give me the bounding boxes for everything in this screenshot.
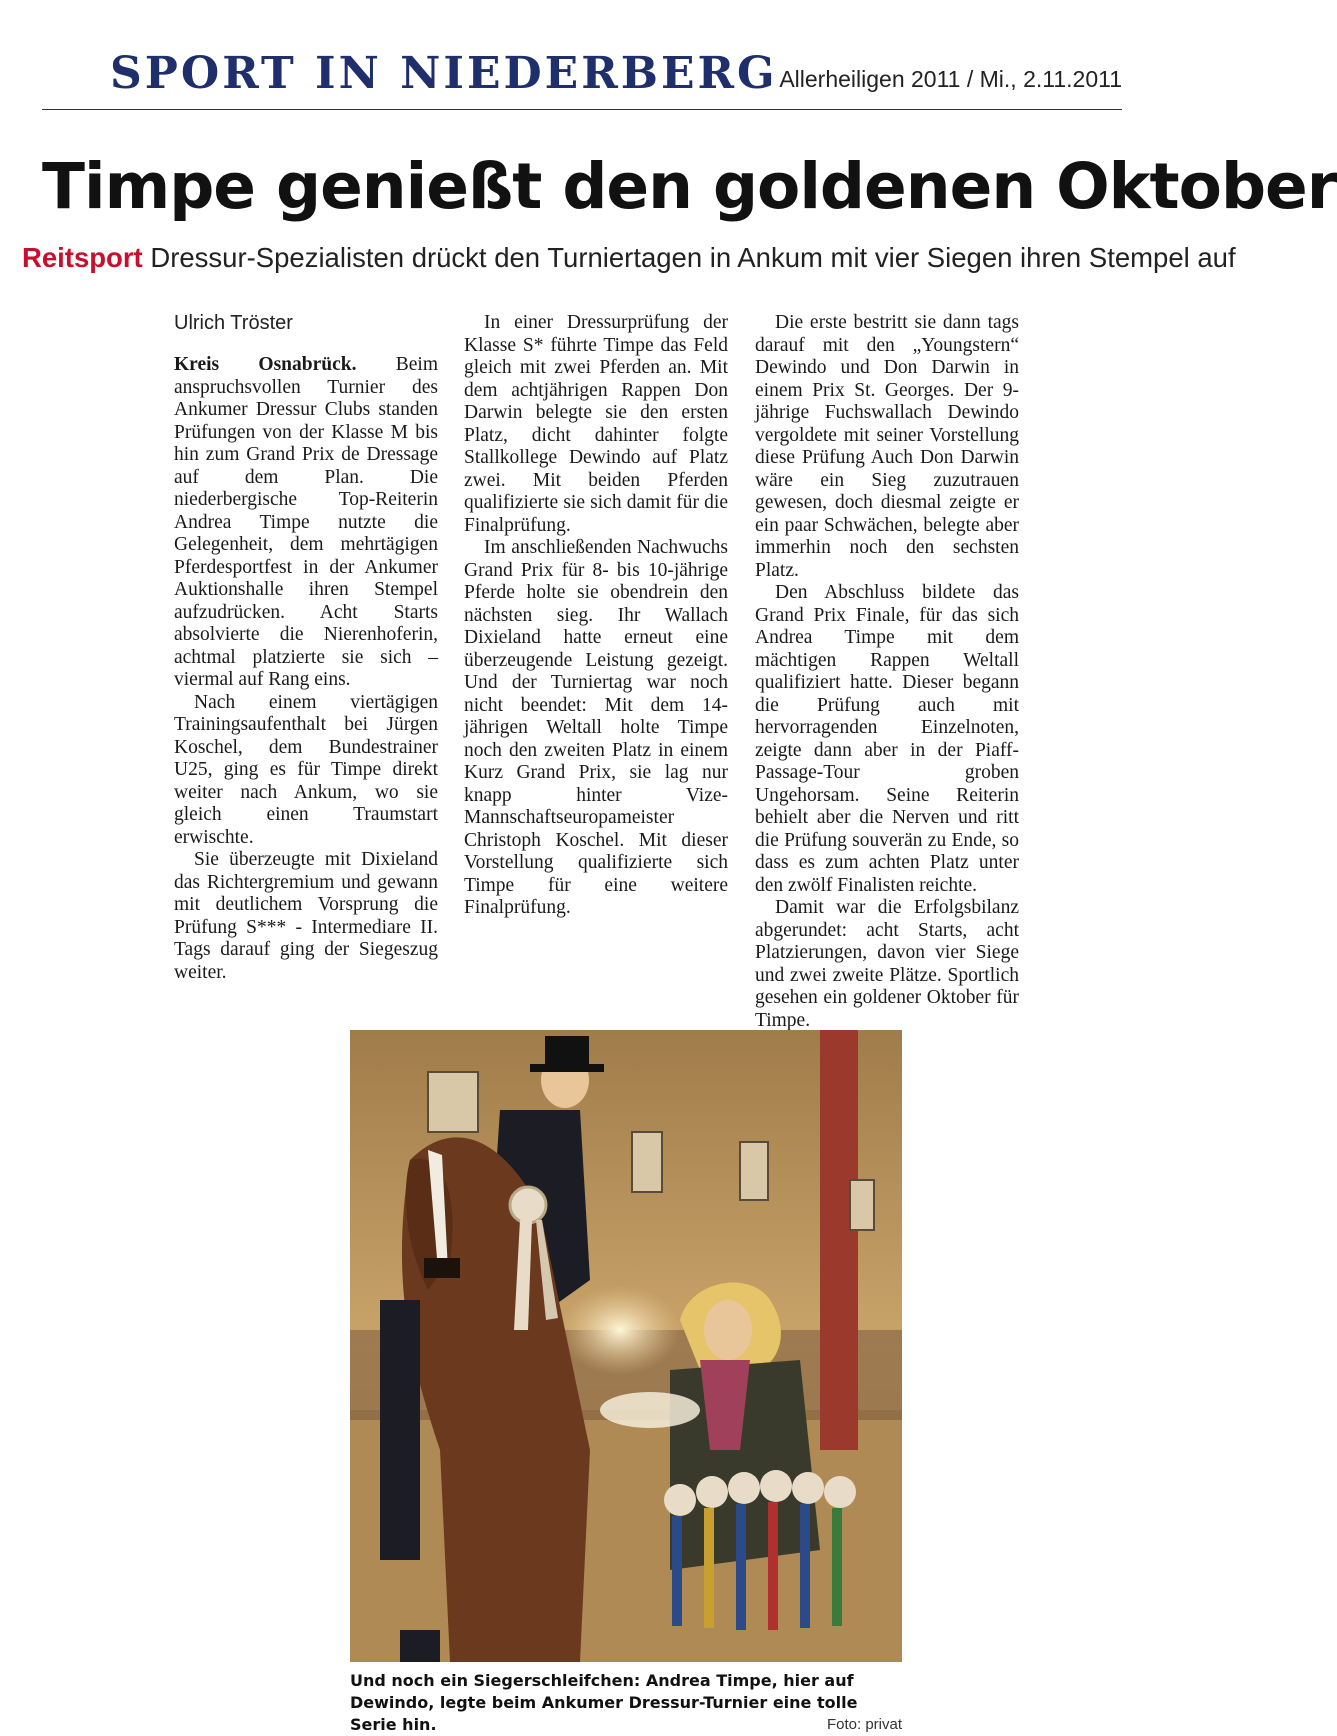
article-photo (350, 1030, 902, 1662)
masthead: SPORT IN NIEDERBERG (110, 48, 778, 99)
byline: Ulrich Tröster (174, 312, 293, 334)
article-paragraph: In einer Dressurprüfung der Klasse S* führte Timpe das Feld gleich mit zwei Pferden an. Mit dem achtjährigen Rappen Don Darwin belegte sie den ersten Platz, dicht dahinter folgte Stallkollege Dewindo auf Platz zwei. Mit beiden Pferden qualifizierte sie sich damit für die Finalprüfung. (464, 312, 728, 536)
article-paragraph: Sie überzeugte mit Dixieland das Richtergremium und gewann mit deutlichem Vorsprung die Prüfung S*** - Intermediare II. Tags darauf ging der Siegeszug weiter. (174, 849, 438, 983)
rider-boot (400, 1630, 440, 1662)
kicker: Reitsport (22, 242, 143, 273)
wall-picture (428, 1072, 478, 1132)
article-paragraph: Damit war die Erfolgsbilanz abgerundet: acht Starts, acht Platzierungen, davon vier Siege und zwei zweite Plätze. Sportlich gesehen ein goldener Oktober für Timpe. (755, 897, 1019, 1031)
headline: Timpe genießt den goldenen Oktober (42, 150, 1337, 223)
flash-glare (560, 1285, 680, 1375)
red-pillar (820, 1030, 858, 1450)
photo-credit: Foto: privat (826, 1716, 902, 1733)
gift-basket (600, 1392, 700, 1428)
arena-floor (350, 1410, 902, 1662)
dateline: Allerheiligen 2011 / Mi., 2.11.2011 (779, 66, 1122, 92)
wall-picture (850, 1180, 874, 1230)
wall-picture (632, 1132, 662, 1192)
article-paragraph: Die erste bestritt sie dann tags darauf mit den „Youngstern“ Dewindo und Don Darwin in einem Prix St. Georges. Der 9-jährige Fuchswallach Dewindo vergoldete mit seiner Vorstellung diese Prüfung Auch Don Darwin wäre ein Sieg zuzutrauen gewesen, doch diesmal zeigte er ein paar Schwächen, belegte aber immerhin noch den sechsten Platz. (755, 312, 1019, 581)
rider-leg (380, 1300, 420, 1560)
article-paragraph: Den Abschluss bildete das Grand Prix Finale, für das sich Andrea Timpe mit dem mächtigen Rappen Weltall qualifiziert hatte. Dieser begann die Prüfung auch mit hervorragenden Einzelnoten, zeigte dann aber in der Piaff-Passage-Tour groben Ungehorsam. Seine Reiterin behielt aber die Nerven und ritt die Prüfung souverän zu Ende, so dass es zum achten Platz unter den zwölf Finalisten reichte. (755, 582, 1019, 896)
photo-caption (350, 1670, 902, 1736)
article-column-1 (174, 354, 438, 984)
caption-text: Und noch ein Siegerschleifchen: Andrea Timpe, hier auf Dewindo, legte beim Ankumer Dressur-Turnier eine tolle Serie hin. (350, 1671, 858, 1734)
wall-picture (740, 1142, 768, 1200)
photo-illustration (350, 1030, 902, 1662)
header-rule (42, 109, 1122, 110)
lead-place: Kreis Osnabrück. (174, 354, 357, 375)
woman-face (704, 1300, 752, 1360)
rosette (510, 1187, 546, 1223)
subheadline (22, 242, 1236, 274)
article-paragraph: Nach einem viertägigen Trainingsaufenthalt bei Jürgen Koschel, dem Bundestrainer U25, ging es für Timpe direkt weiter nach Ankum, wo sie gleich einen Traumstart erwischte. (174, 691, 438, 848)
rider-top-hat (545, 1036, 589, 1068)
article-column-3 (755, 312, 1019, 1032)
horse-bridle (424, 1258, 460, 1278)
article-column-2 (464, 312, 728, 920)
subheadline-text: Dressur-Spezialisten drückt den Turniertagen in Ankum mit vier Siegen ihren Stempel auf (150, 242, 1236, 273)
article-paragraph: Kreis Osnabrück. Beim anspruchsvollen Turnier des Ankumer Dressur Clubs standen Prüfungen von der Klasse M bis hin zum Grand Prix de Dressage auf dem Plan. Die niederbergische Top-Reiterin Andrea Timpe nutzte die Gelegenheit, dem mehrtägigen Pferdesportfest in der Ankumer Auktionshalle ihren Stempel aufzudrücken. Acht Starts absolvierte die Nierenhoferin, achtmal platzierte sie sich – viermal auf Rang eins. (174, 354, 439, 690)
article-paragraph: Im anschließenden Nachwuchs Grand Prix für 8- bis 10-jährige Pferde holte sie obendrein den nächsten sieg. Ihr Wallach Dixieland hatte erneut eine überzeugende Leistung gezeigt. Und der Turniertag war noch nicht beendet: Mit dem 14-jährigen Weltall holte Timpe noch den zweiten Platz in einem Kurz Grand Prix, sie lag nur knapp hinter Vize-Mannschaftseuropameister Christoph Koschel. Mit dieser Vorstellung qualifizierte sich Timpe für eine weitere Finalprüfung. (464, 537, 728, 918)
